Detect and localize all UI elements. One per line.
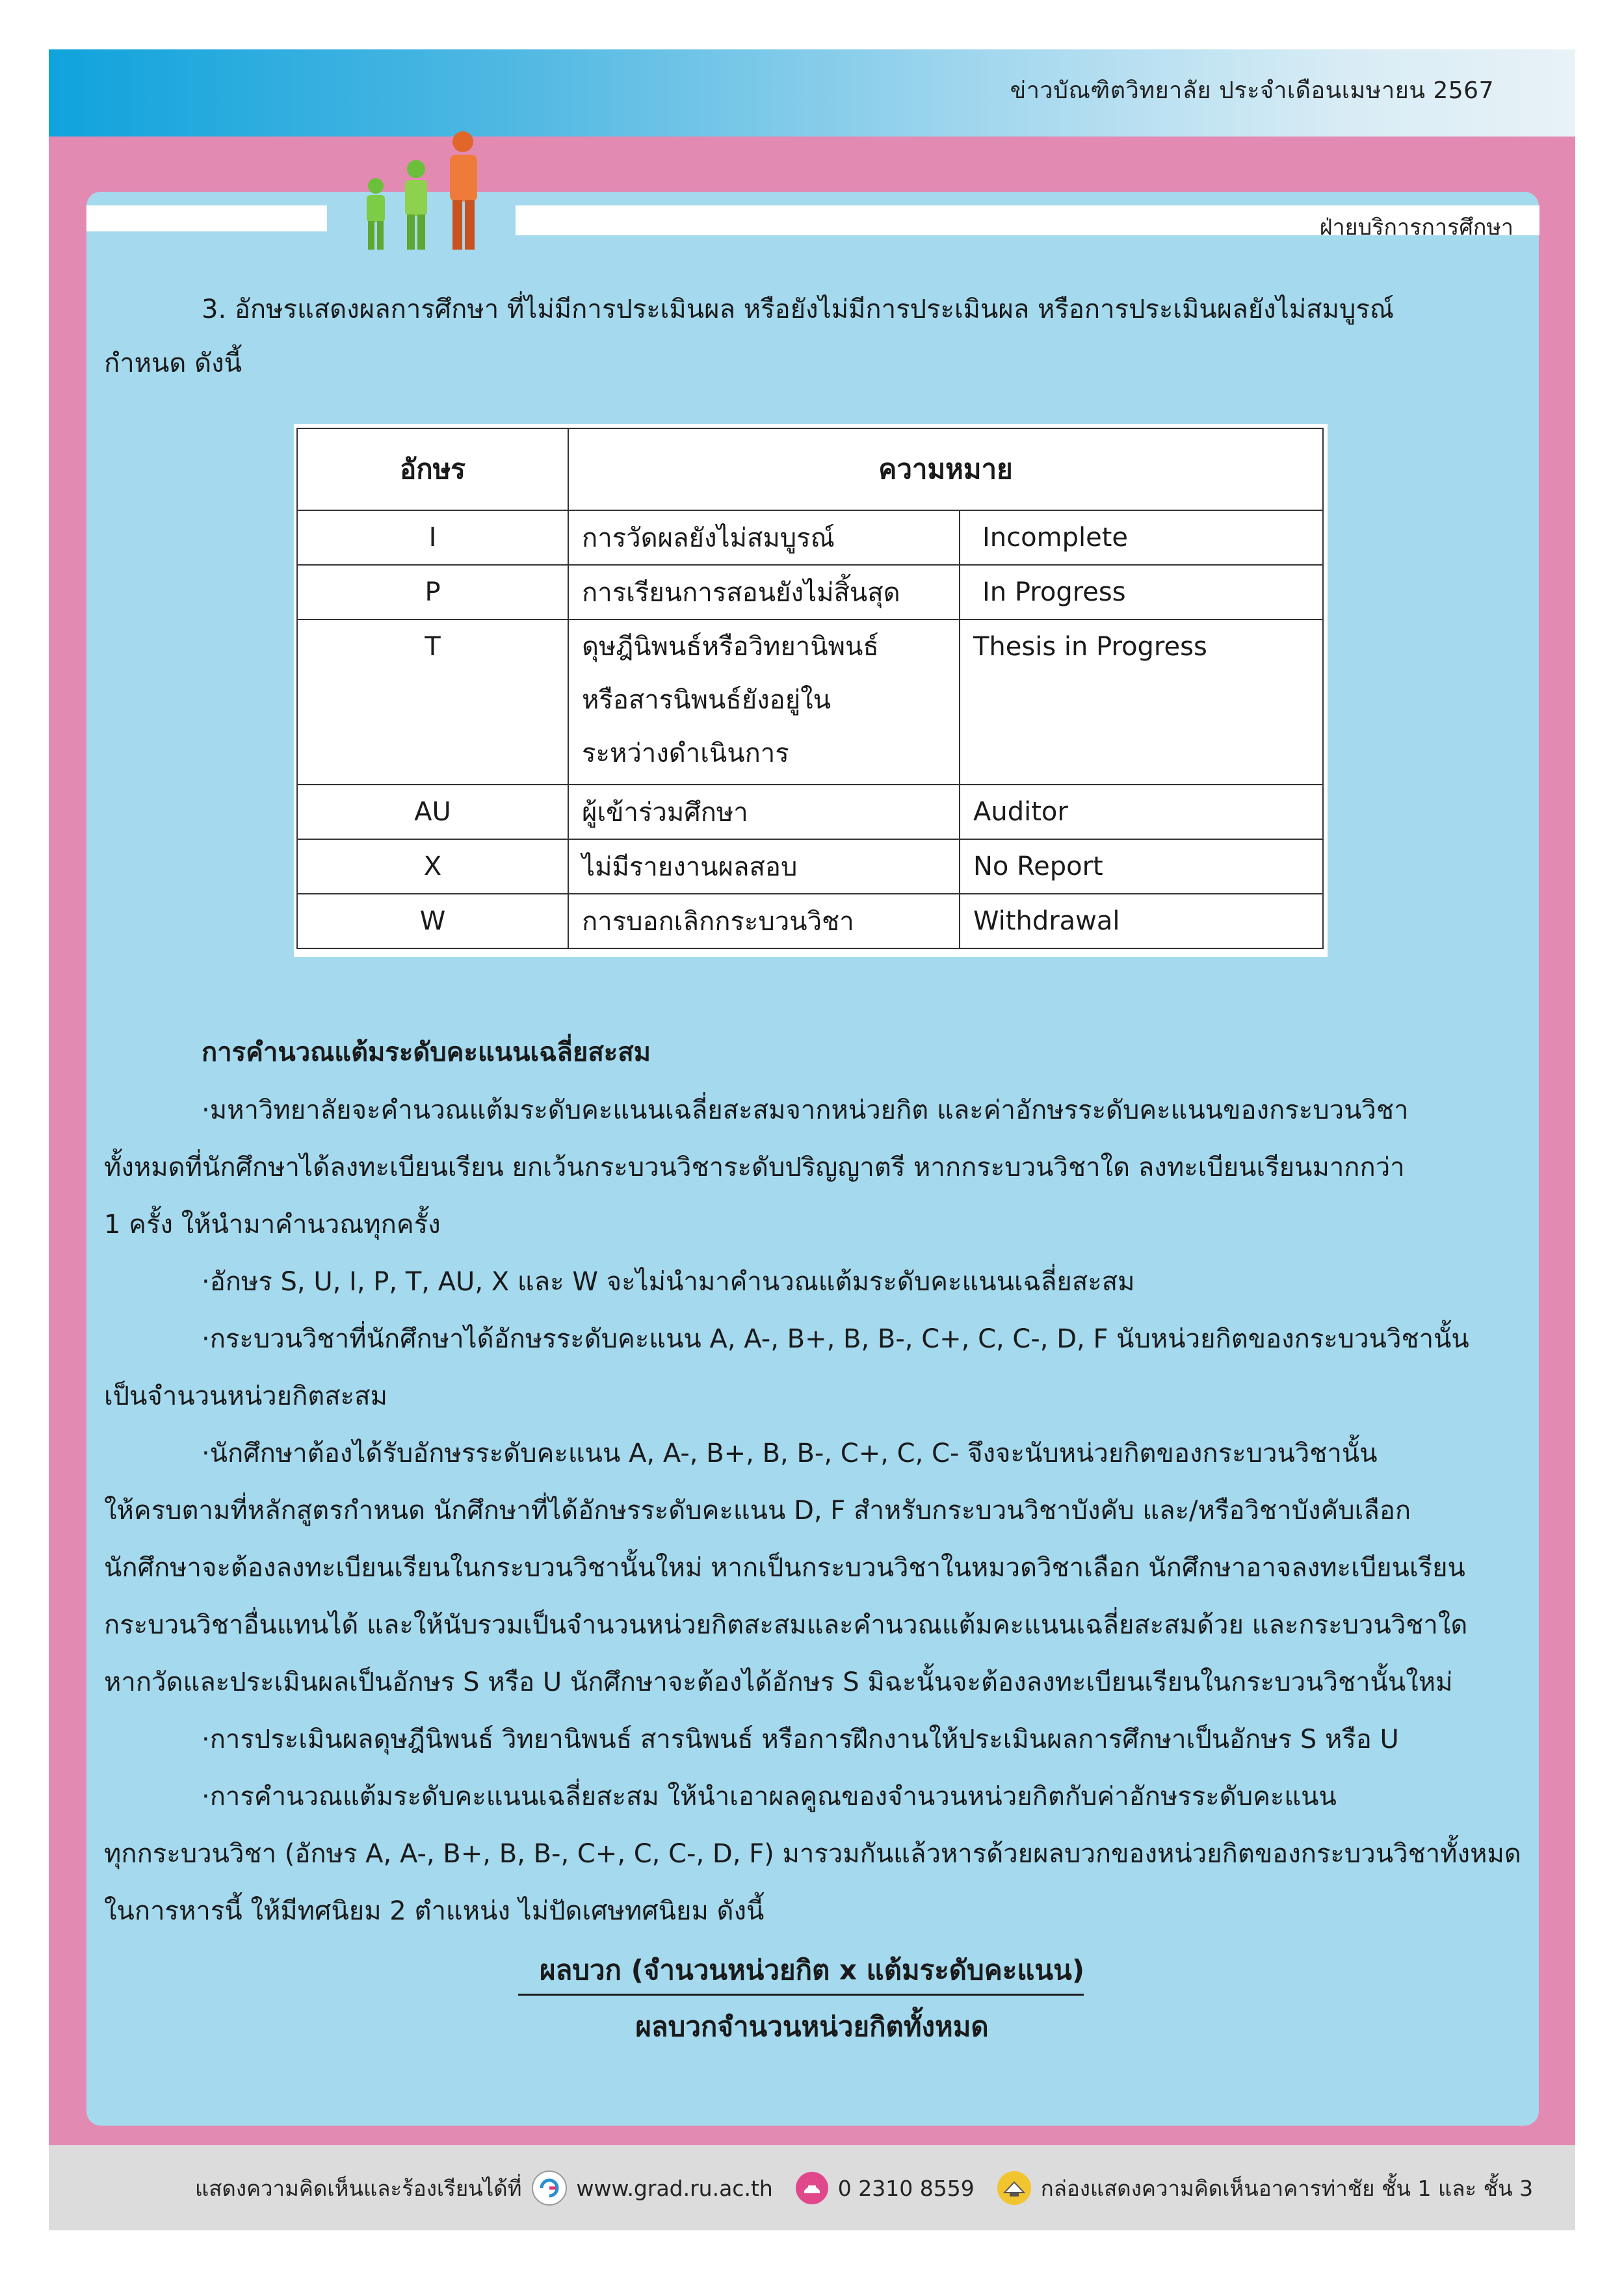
department-bar-left bbox=[86, 205, 327, 231]
gpa-paragraph-line: ·มหาวิทยาลัยจะคำนวณแต้มระดับคะแนนเฉลี่ยสะสมจากหน่วยกิต และค่าอักษรระดับคะแนนของกระบวนวิชา bbox=[202, 1095, 1409, 1125]
gpa-paragraph-line: ·นักศึกษาต้องได้รับอักษรระดับคะแนน A, A-, B+, B, B-, C+, C, C- จึงจะนับหน่วยกิตของกระบวนวิชานั้น bbox=[202, 1439, 1378, 1468]
grade-thai: การเรียนการสอนยังไม่สิ้นสุด bbox=[568, 565, 960, 619]
grade-letter-text: T bbox=[425, 632, 441, 662]
column-header-meaning: ความหมาย bbox=[568, 428, 1323, 510]
table-row bbox=[297, 785, 1323, 839]
grade-thai-line: หรือสารนิพนธ์ยังอยู่ใน bbox=[582, 685, 832, 715]
phone-icon bbox=[795, 2171, 829, 2205]
grade-thai: ไม่มีรายงานผลสอบ bbox=[568, 839, 960, 894]
comment-box-text: กล่องแสดงความคิดเห็นอาคารท่าชัย ชั้น 1 และ ชั้น 3 bbox=[1040, 2175, 1534, 2201]
grade-letter: W bbox=[297, 894, 568, 948]
gpa-paragraph-line: นักศึกษาจะต้องลงทะเบียนเรียนในกระบวนวิชานั้นใหม่ หากเป็นกระบวนวิชาในหมวดวิชาเลือก นักศึกษาอาจลงทะเบียนเรียน bbox=[104, 1553, 1465, 1583]
gpa-paragraph-line: ในการหารนี้ ให้มีทศนิยม 2 ตำแหน่ง ไม่ปัดเศษทศนิยม ดังนี้ bbox=[104, 1896, 765, 1926]
comment-box-icon bbox=[997, 2170, 1032, 2206]
grade-letter: X bbox=[297, 839, 568, 894]
formula-numerator: ผลบวก (จำนวนหน่วยกิต x แต้มระดับคะแนน) bbox=[539, 1954, 1085, 1986]
grade-english bbox=[960, 619, 1323, 785]
grade-english: Withdrawal bbox=[960, 894, 1323, 948]
gpa-paragraph-line: ให้ครบตามที่หลักสูตรกำหนด นักศึกษาที่ได้อักษรระดับคะแนน D, F สำหรับกระบวนวิชาบังคับ และ/หรือวิชาบังคับเลือก bbox=[104, 1496, 1411, 1526]
table-header-row bbox=[297, 428, 1323, 510]
table-row bbox=[297, 619, 1323, 785]
grade-english: In Progress bbox=[960, 565, 1323, 619]
grade-english: Incomplete bbox=[960, 510, 1323, 565]
department-label: ฝ่ายบริการการศึกษา bbox=[1319, 215, 1513, 241]
newsletter-title: ข่าวบัณฑิตวิทยาลัย ประจำเดือนเมษายน 2567 bbox=[1010, 77, 1494, 104]
gpa-paragraph-line: 1 ครั้ง ให้นำมาคำนวณทุกครั้ง bbox=[104, 1210, 441, 1240]
gpa-paragraph-line: ·อักษร S, U, I, P, T, AU, X และ W จะไม่นำมาคำนวณแต้มระดับคะแนนเฉลี่ยสะสม bbox=[202, 1267, 1135, 1297]
website-link[interactable]: www.grad.ru.ac.th bbox=[576, 2175, 773, 2201]
grade-english: Auditor bbox=[960, 785, 1323, 839]
column-header-letter: อักษร bbox=[297, 428, 568, 510]
section3-intro-cont: กำหนด ดังนี้ bbox=[104, 348, 242, 378]
gpa-paragraph-line: ทุกกระบวนวิชา (อักษร A, A-, B+, B, B-, C+, C, C-, D, F) มารวมกันแล้วหารด้วยผลบวกของหน่วยกิตของกระบวนวิชาทั้งหมด bbox=[104, 1839, 1521, 1869]
grade-table bbox=[294, 424, 1328, 957]
gpa-paragraph-line: ·การคำนวณแต้มระดับคะแนนเฉลี่ยสะสม ให้นำเอาผลคูณของจำนวนหน่วยกิตกับค่าอักษรระดับคะแนน bbox=[202, 1782, 1337, 1812]
grade-thai: ผู้เข้าร่วมศึกษา bbox=[568, 785, 960, 839]
footer-contact bbox=[195, 2170, 1542, 2206]
gpa-paragraph-line: ·การประเมินผลดุษฎีนิพนธ์ วิทยานิพนธ์ สารนิพนธ์ หรือการฝึกงานให้ประเมินผลการศึกษาเป็นอักษร S หรือ U bbox=[202, 1725, 1399, 1754]
table-row bbox=[297, 839, 1323, 894]
grade-letter bbox=[297, 619, 568, 785]
gpa-paragraph-line: ทั้งหมดที่นักศึกษาได้ลงทะเบียนเรียน ยกเว้นกระบวนวิชาระดับปริญญาตรี หากกระบวนวิชาใด ลงทะเบียนเรียนมากกว่า bbox=[104, 1153, 1405, 1182]
gpa-paragraph-line: ·กระบวนวิชาที่นักศึกษาได้อักษรระดับคะแนน A, A-, B+, B, B-, C+, C, C-, D, F นับหน่วยกิตของกระบวนวิชานั้น bbox=[202, 1324, 1469, 1354]
section3-intro: 3. อักษรแสดงผลการศึกษา ที่ไม่มีการประเมินผล หรือยังไม่มีการประเมินผล หรือการประเมินผลยังไม่สมบูรณ์ bbox=[202, 294, 1394, 324]
grade-english-text: Thesis in Progress bbox=[973, 632, 1207, 662]
grade-thai bbox=[568, 619, 960, 785]
gpa-paragraph-line: เป็นจำนวนหน่วยกิตสะสม bbox=[104, 1381, 387, 1411]
grade-letter: I bbox=[297, 510, 568, 565]
formula-denominator: ผลบวกจำนวนหน่วยกิตทั้งหมด bbox=[635, 2011, 989, 2042]
grade-english: No Report bbox=[960, 839, 1323, 894]
table-row bbox=[297, 565, 1323, 619]
grade-thai: การบอกเลิกกระบวนวิชา bbox=[568, 894, 960, 948]
grade-letter: AU bbox=[297, 785, 568, 839]
website-icon bbox=[531, 2170, 568, 2206]
gpa-paragraph-line: หากวัดและประเมินผลเป็นอักษร S หรือ U นักศึกษาจะต้องได้อักษร S มิฉะนั้นจะต้องลงทะเบียนเรียนในกระบวนวิชานั้นใหม่ bbox=[104, 1667, 1453, 1697]
grade-thai: การวัดผลยังไม่สมบูรณ์ bbox=[568, 510, 960, 565]
gpa-heading: การคำนวณแต้มระดับคะแนนเฉลี่ยสะสม bbox=[202, 1037, 651, 1067]
formula-fraction-line bbox=[518, 1994, 1084, 1996]
grade-thai-line: ดุษฎีนิพนธ์หรือวิทยานิพนธ์ bbox=[582, 632, 879, 662]
people-logo-icon bbox=[358, 130, 494, 254]
grade-thai-line: ระหว่างดำเนินการ bbox=[582, 738, 789, 768]
grade-letter: P bbox=[297, 565, 568, 619]
table-row bbox=[297, 510, 1323, 565]
gpa-paragraph-line: กระบวนวิชาอื่นแทนได้ และให้นับรวมเป็นจำนวนหน่วยกิตสะสมและคำนวณแต้มคะแนนเฉลี่ยสะสมด้วย และกระบวนวิชาใด bbox=[104, 1610, 1468, 1640]
table-row bbox=[297, 894, 1323, 948]
phone-number: 0 2310 8559 bbox=[837, 2175, 975, 2201]
footer-feedback-text: แสดงความคิดเห็นและร้องเรียนได้ที่ bbox=[195, 2175, 522, 2201]
